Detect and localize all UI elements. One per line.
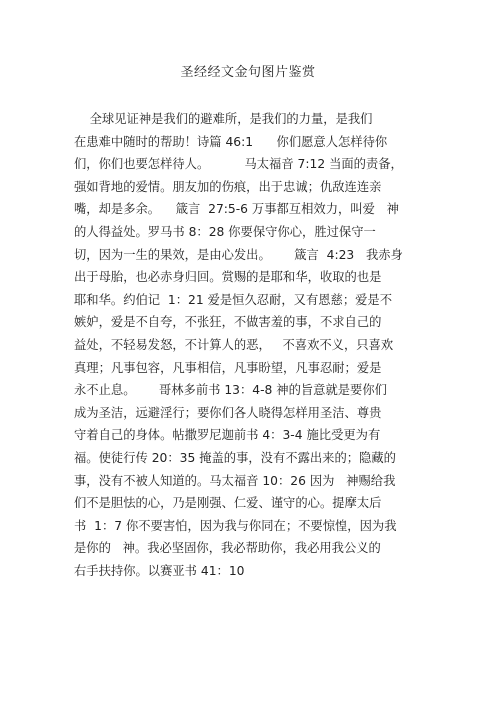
body-line: 事，没有不被人知道的。马太福音 10：26 因为 神赐给我	[74, 473, 396, 488]
body-line: 益处，不轻易发怒，不计算人的恶， 不喜欢不义，只喜欢	[74, 337, 394, 352]
body-line: 真理；凡事包容，凡事相信，凡事盼望，凡事忍耐；爱是	[74, 360, 382, 375]
body-line: 在患难中随时的帮助！诗篇 46:1 你们愿意人怎样待你	[74, 134, 388, 149]
body-line: 嘴，却是多余。 箴言 27:5-6 万事都互相效力，叫爱 神	[74, 202, 399, 217]
body-line: 嫉妒，爱是不自夸，不张狂，不做害羞的事，不求自己的	[74, 315, 382, 330]
body-line: 的人得益处。罗马书 8：28 你要保守你心，胜过保守一	[74, 224, 376, 239]
body-line: 福。使徒行传 20：35 掩盖的事，没有不露出来的；隐藏的	[74, 450, 396, 465]
body-line: 永不止息。 哥林多前书 13：4-8 神的旨意就是要你们	[74, 383, 387, 398]
body-line: 们，你们也要怎样待人。 马太福音 7:12 当面的责备，	[74, 157, 403, 172]
body-line: 们不是胆怯的心，乃是刚强、仁爱、谨守的心。提摩太后	[74, 496, 382, 511]
body-line: 全球见证神是我们的避难所，是我们的力量，是我们	[74, 112, 373, 126]
body-line: 强如背地的爱情。朋友加的伤痕，出于忠诚；仇敌连连亲	[74, 179, 382, 194]
document-body	[74, 108, 434, 582]
document-title: 圣经经文金句图片鉴赏	[180, 65, 316, 80]
body-line: 是你的 神。我必坚固你，我必帮助你，我必用我公义的	[74, 541, 381, 556]
body-line: 守着自己的身体。帖撒罗尼迦前书 4：3-4 施比受更为有	[74, 428, 381, 443]
body-line: 耶和华。约伯记 1：21 爱是恒久忍耐，又有恩慈；爱是不	[74, 292, 393, 307]
body-line: 右手扶持你。以赛亚书 41：10	[74, 563, 245, 578]
body-line: 切，因为一生的果效，是由心发出。 箴言 4:23 我赤身	[74, 247, 403, 262]
body-line: 成为圣洁，远避淫行；要你们各人晓得怎样用圣洁、尊贵	[74, 405, 382, 420]
body-line: 出于母胎，也必赤身归回。赏赐的是耶和华，收取的也是	[74, 270, 382, 285]
body-line: 书 1：7 你不要害怕，因为我与你同在；不要惊惶，因为我	[74, 518, 397, 533]
